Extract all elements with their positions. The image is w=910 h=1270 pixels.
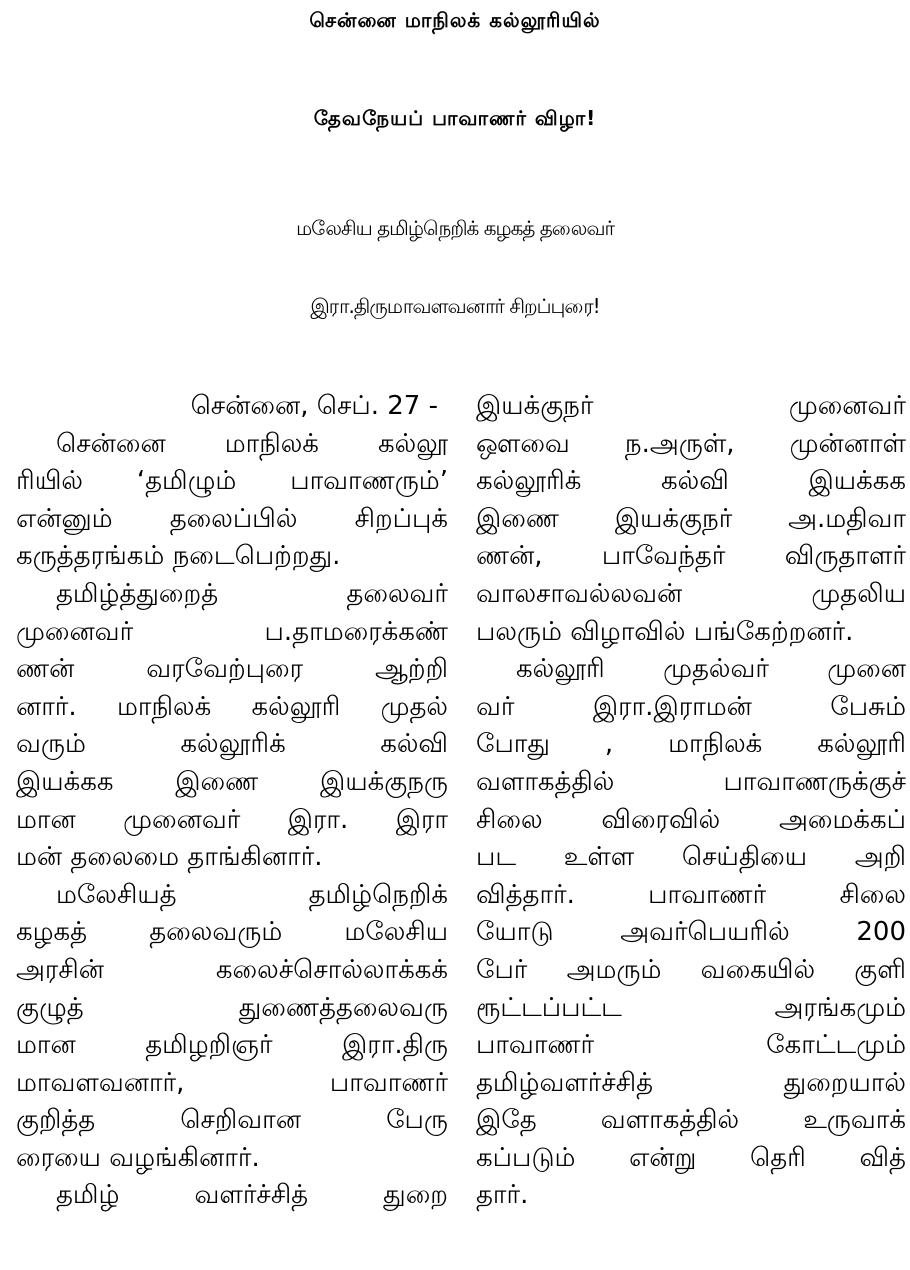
text-line: ரையை வழங்கினார். (16, 1142, 260, 1173)
dateline: சென்னை, செப். 27 - (190, 391, 438, 421)
text-line: வித்தார். பாவாணர் சிலை (476, 879, 906, 910)
text-line: மன் தலைமை தாங்கினார். (16, 842, 323, 873)
text-line: குழுத் துணைத்தலைவரு (16, 992, 448, 1023)
text-line: தமிழ்வளர்ச்சித் துறையால் (476, 1067, 906, 1098)
text-line: குறித்த செறிவான பேரு (16, 1105, 448, 1136)
text-line: சிலை விரைவில் அமைக்கப் (476, 804, 906, 835)
text-line: வளாகத்தில் பாவாணருக்குச் (476, 766, 906, 797)
text-line: கல்லூரிக் கல்வி இயக்கக (476, 466, 906, 497)
subheadline-line-2: இரா.திருமாவளவனார் சிறப்புரை! (310, 294, 600, 318)
text-line: ரூட்டப்பட்ட அரங்கமும் (476, 992, 906, 1023)
text-line: வர் இரா.இராமன் பேசும் (476, 691, 906, 722)
text-line: வரும் கல்லூரிக் கல்வி (16, 729, 448, 760)
text-line: தமிழ்த்துறைத் தலைவர் (56, 578, 448, 609)
text-line: பேர் அமரும் வகையில் குளி (476, 954, 906, 985)
text-line: ரியில் ‘தமிழும் பாவாணரும்’ (16, 466, 448, 497)
text-line: பாவாணர் கோட்டமும் (476, 1030, 906, 1061)
text-line: கப்படும் என்று தெரி வித் (476, 1142, 906, 1173)
text-line: மான தமிழறிஞர் இரா.திரு (16, 1030, 448, 1061)
headline-line-2: தேவநேயப் பாவாணர் விழா! (313, 106, 597, 130)
text-line: ணன் வரவேற்புரை ஆற்றி (16, 654, 448, 685)
text-line: பட உள்ள செய்தியை அறி (476, 842, 906, 873)
text-line: முனைவர் ப.தாமரைக்கண் (16, 616, 448, 647)
text-line: வாலசாவல்லவன் முதலிய (476, 578, 906, 609)
text-line: இயக்கக இணை இயக்குநரு (16, 766, 448, 797)
text-line: இதே வளாகத்தில் உருவாக் (476, 1105, 906, 1136)
text-line: அரசின் கலைச்சொல்லாக்கக் (16, 954, 448, 985)
text-line: கழகத் தலைவரும் மலேசிய (16, 917, 448, 948)
text-line: இணை இயக்குநர் அ.மதிவா (476, 503, 906, 534)
text-line: பலரும் விழாவில் பங்கேற்றனர். (476, 616, 854, 647)
text-line: தார். (476, 1180, 529, 1211)
text-line: கல்லூரி முதல்வர் முனை (516, 654, 906, 685)
text-line: மலேசியத் தமிழ்நெறிக் (56, 879, 448, 910)
text-line: மான முனைவர் இரா. இரா (16, 804, 448, 835)
text-line: போது , மாநிலக் கல்லூரி (476, 729, 906, 760)
text-line: தமிழ் வளர்ச்சித் துறை (56, 1180, 448, 1211)
text-line: யோடு அவர்பெயரில் 200 (476, 917, 906, 948)
text-line: மாவளவனார், பாவாணர் (16, 1067, 448, 1098)
text-line: இயக்குநர் முனைவர் (476, 391, 906, 421)
text-line: சென்னை மாநிலக் கல்லூ (56, 428, 448, 459)
headline-line-1: சென்னை மாநிலக் கல்லூரியில் (309, 8, 601, 32)
subheadline-line-1: மலேசிய தமிழ்நெறிக் கழகத் தலைவர் (296, 216, 614, 240)
text-line: னார். மாநிலக் கல்லூரி முதல் (16, 691, 448, 722)
text-line: என்னும் தலைப்பில் சிறப்புக் (16, 503, 448, 534)
article-column-left (16, 388, 448, 1215)
article-column-right (476, 388, 906, 1215)
text-line: ஔவை ந.அருள், முன்னாள் (476, 428, 906, 459)
text-line: ணன், பாவேந்தர் விருதாளர் (476, 541, 906, 572)
text-line: கருத்தரங்கம் நடைபெற்றது. (16, 541, 341, 572)
